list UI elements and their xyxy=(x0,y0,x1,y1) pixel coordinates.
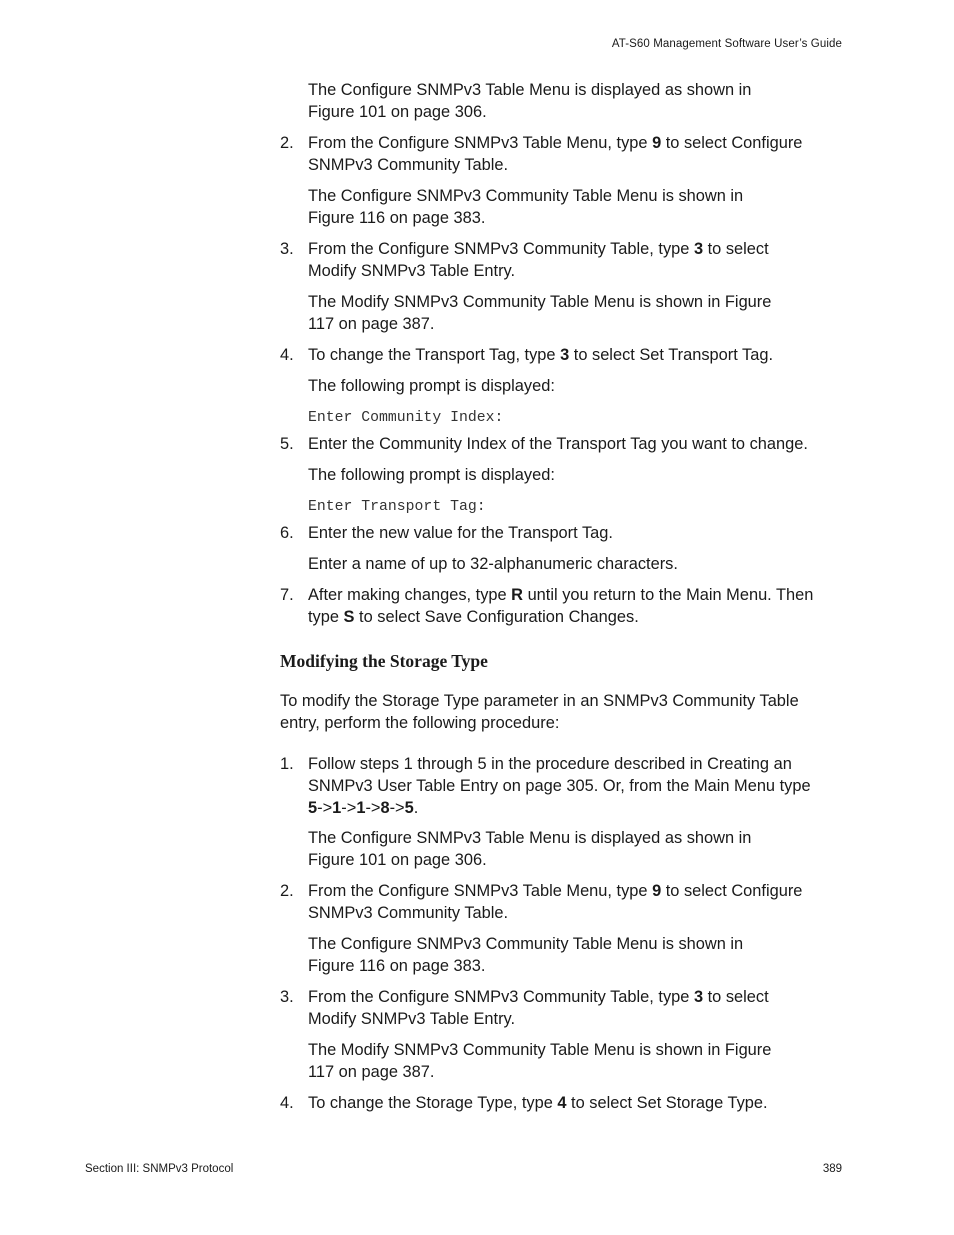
step-3-note: The Modify SNMPv3 Community Table Menu is shown in Figure 117 on page 387. xyxy=(308,1041,772,1081)
step-6-note: Enter a name of up to 32-alphanumeric characters. xyxy=(308,555,678,573)
key-4: 4 xyxy=(557,1094,567,1112)
intro-line-2: Figure 101 on page 306. xyxy=(308,103,487,121)
key-9: 9 xyxy=(652,134,662,152)
key-3: 3 xyxy=(693,988,704,1006)
intro-paragraph xyxy=(308,79,853,123)
step-2-text: From the Configure SNMPv3 Table Menu, type 9 to select Configure SNMPv3 Community Table. xyxy=(308,134,803,174)
step-number: 4. xyxy=(280,346,294,364)
step-number: 1. xyxy=(280,755,294,773)
key-s: S xyxy=(343,608,355,626)
step-3-text: From the Configure SNMPv3 Community Table, type 3 to select Modify SNMPv3 Table Entry. xyxy=(308,240,769,280)
step-2-text: From the Configure SNMPv3 Table Menu, type 9 to select Configure SNMPv3 Community Table. xyxy=(308,882,803,922)
step-number: 3. xyxy=(280,240,294,258)
intro-line-1: The Configure SNMPv3 Table Menu is displayed as shown in xyxy=(308,81,752,99)
step-7-text: After making changes, type R until you return to the Main Menu. Then type S to select Save Configuration Changes. xyxy=(308,586,814,626)
step-2-note: The Configure SNMPv3 Community Table Menu is shown in Figure 116 on page 383. xyxy=(308,935,744,975)
running-header: AT-S60 Management Software User’s Guide xyxy=(611,38,842,50)
step-3-note: The Modify SNMPv3 Community Table Menu is shown in Figure 117 on page 387. xyxy=(308,293,772,333)
step-number: 6. xyxy=(280,524,294,542)
page-number: 389 xyxy=(822,1163,842,1175)
step-1-text: Follow steps 1 through 5 in the procedure described in Creating an SNMPv3 User Table Entry on page 305. Or, from the Main Menu type 5->1->1->8->5. xyxy=(308,755,811,817)
step-4-note: The following prompt is displayed: xyxy=(308,377,555,395)
step-number: 5. xyxy=(280,435,294,453)
section-heading: Modifying the Storage Type xyxy=(280,651,488,671)
prompt-code: Enter Community Index: xyxy=(308,410,504,426)
step-2-note: The Configure SNMPv3 Community Table Menu is shown in Figure 116 on page 383. xyxy=(308,187,744,227)
step-number: 3. xyxy=(280,988,294,1006)
step-number: 2. xyxy=(280,134,294,152)
step-4-text: To change the Transport Tag, type 3 to select Set Transport Tag. xyxy=(308,346,773,364)
prompt-code: Enter Transport Tag: xyxy=(308,499,486,515)
step-number: 2. xyxy=(280,882,294,900)
step-1-note: The Configure SNMPv3 Table Menu is displayed as shown in Figure 101 on page 306. xyxy=(308,829,752,869)
step-number: 4. xyxy=(280,1094,294,1112)
step-5-text: Enter the Community Index of the Transport Tag you want to change. xyxy=(308,435,808,453)
footer-section: Section III: SNMPv3 Protocol xyxy=(85,1163,234,1175)
step-5-note: The following prompt is displayed: xyxy=(308,466,555,484)
key-r: R xyxy=(511,586,524,604)
key-3: 3 xyxy=(693,240,704,258)
key-9: 9 xyxy=(652,882,662,900)
step-3-text: From the Configure SNMPv3 Community Table, type 3 to select Modify SNMPv3 Table Entry. xyxy=(308,988,769,1028)
key-3: 3 xyxy=(560,346,570,364)
section-intro: To modify the Storage Type parameter in an SNMPv3 Community Table entry, perform the following procedure: xyxy=(280,692,799,732)
step-6-text: Enter the new value for the Transport Tag. xyxy=(308,524,613,542)
step-number: 7. xyxy=(280,586,294,604)
step-4-text: To change the Storage Type, type 4 to select Set Storage Type. xyxy=(308,1094,768,1112)
